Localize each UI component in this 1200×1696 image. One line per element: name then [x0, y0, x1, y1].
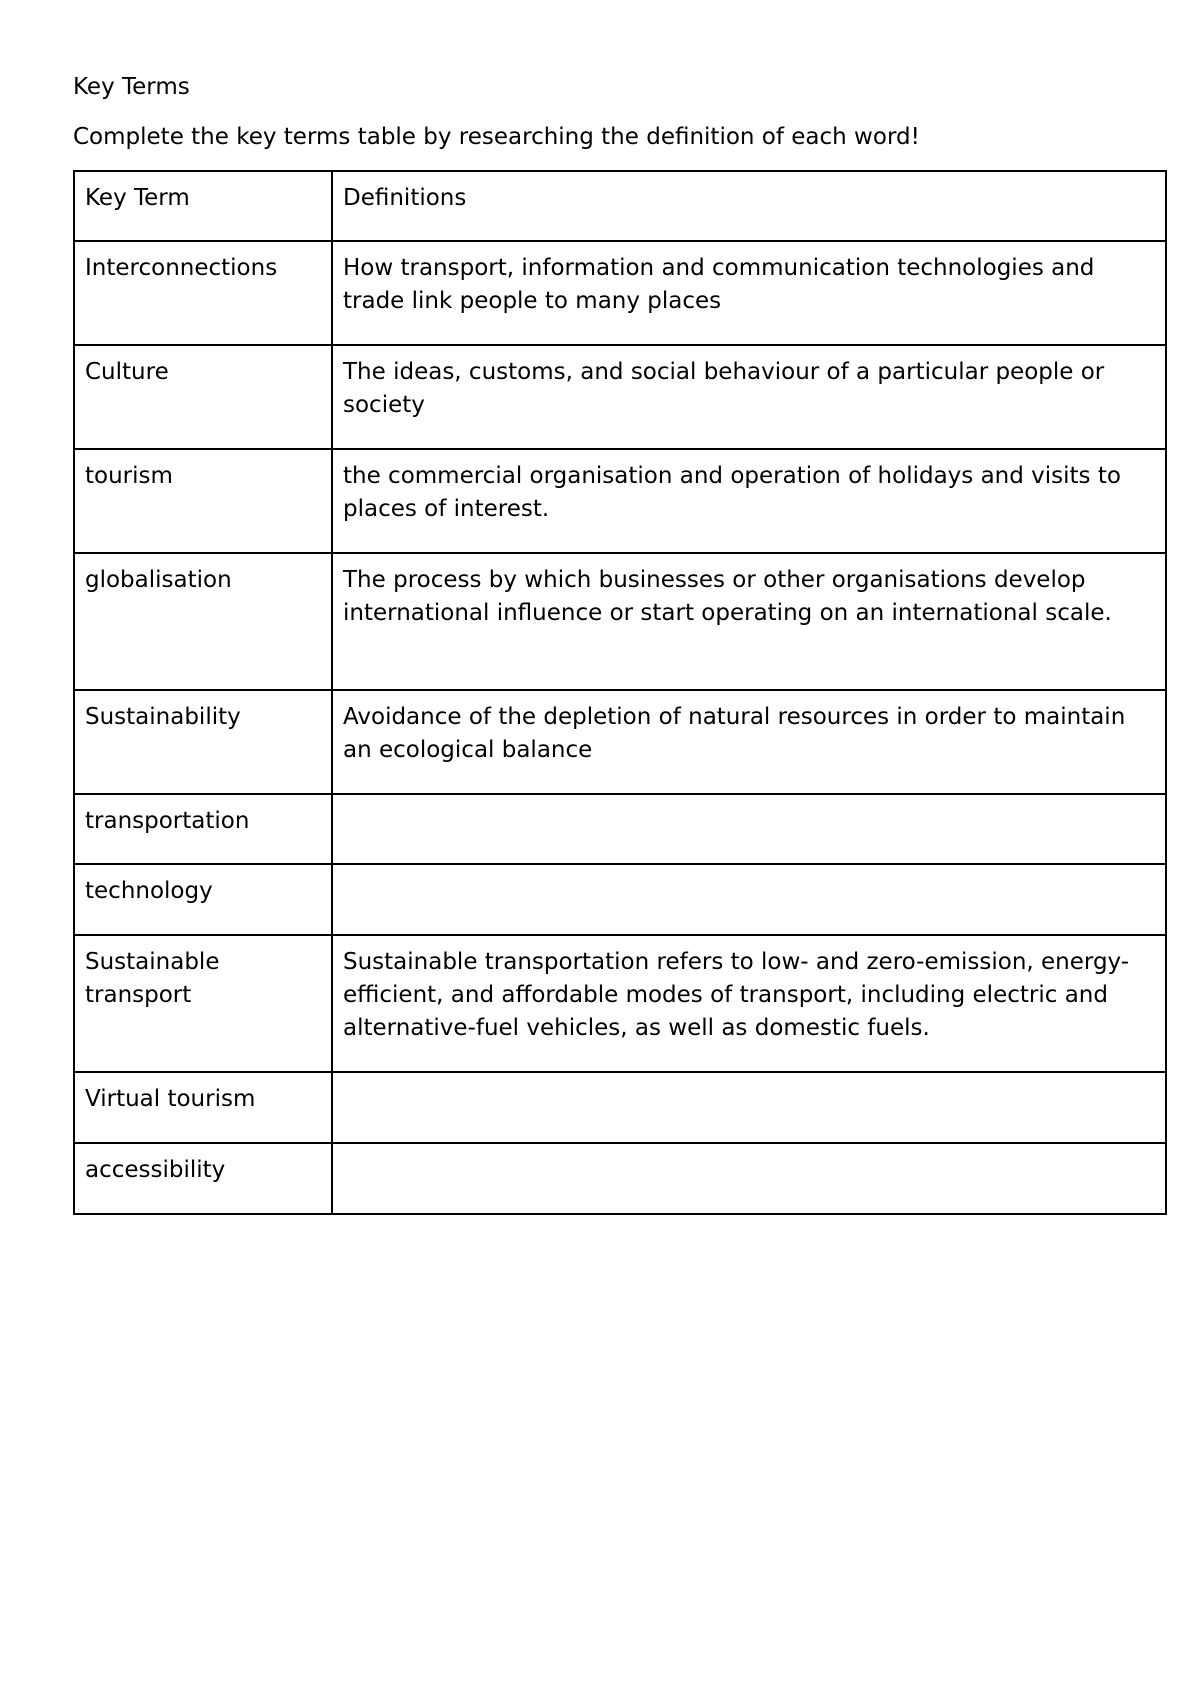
- term-cell: Interconnections: [74, 241, 332, 345]
- page-title: Key Terms: [73, 74, 190, 100]
- definition-cell[interactable]: Sustainable transportation refers to low- and zero-emission, energy-efficient, and affordable modes of transport, including electric and alternative-fuel vehicles, as well as domestic fuels.: [332, 935, 1166, 1072]
- term-cell: Sustainable transport: [74, 935, 332, 1072]
- term-cell: technology: [74, 864, 332, 935]
- table-row: [74, 449, 1166, 553]
- definition-cell[interactable]: [332, 1072, 1166, 1143]
- table-row: [74, 794, 1166, 864]
- table-row: [74, 864, 1166, 935]
- header-definitions: Definitions: [332, 171, 1166, 241]
- table-row: [74, 241, 1166, 345]
- table-row: [74, 1143, 1166, 1214]
- term-cell: accessibility: [74, 1143, 332, 1214]
- definition-cell[interactable]: [332, 1143, 1166, 1214]
- definition-cell[interactable]: How transport, information and communication technologies and trade link people to many places: [332, 241, 1166, 345]
- instruction-text: Complete the key terms table by researching the definition of each word!: [73, 124, 920, 150]
- table-row: [74, 345, 1166, 449]
- term-cell: Culture: [74, 345, 332, 449]
- key-terms-table: [73, 170, 1167, 1215]
- table-row: [74, 935, 1166, 1072]
- definition-cell[interactable]: [332, 864, 1166, 935]
- definition-cell[interactable]: The ideas, customs, and social behaviour of a particular people or society: [332, 345, 1166, 449]
- definition-cell[interactable]: The process by which businesses or other organisations develop international influence or start operating on an international scale.: [332, 553, 1166, 690]
- table-row: [74, 553, 1166, 690]
- term-cell: globalisation: [74, 553, 332, 690]
- term-cell: transportation: [74, 794, 332, 864]
- definition-cell[interactable]: [332, 794, 1166, 864]
- table-header-row: [74, 171, 1166, 241]
- definition-cell[interactable]: Avoidance of the depletion of natural resources in order to maintain an ecological balance: [332, 690, 1166, 794]
- table-row: [74, 690, 1166, 794]
- term-cell: Sustainability: [74, 690, 332, 794]
- header-key-term: Key Term: [74, 171, 332, 241]
- definition-cell[interactable]: the commercial organisation and operation of holidays and visits to places of interest.: [332, 449, 1166, 553]
- table-row: [74, 1072, 1166, 1143]
- term-cell: tourism: [74, 449, 332, 553]
- term-cell: Virtual tourism: [74, 1072, 332, 1143]
